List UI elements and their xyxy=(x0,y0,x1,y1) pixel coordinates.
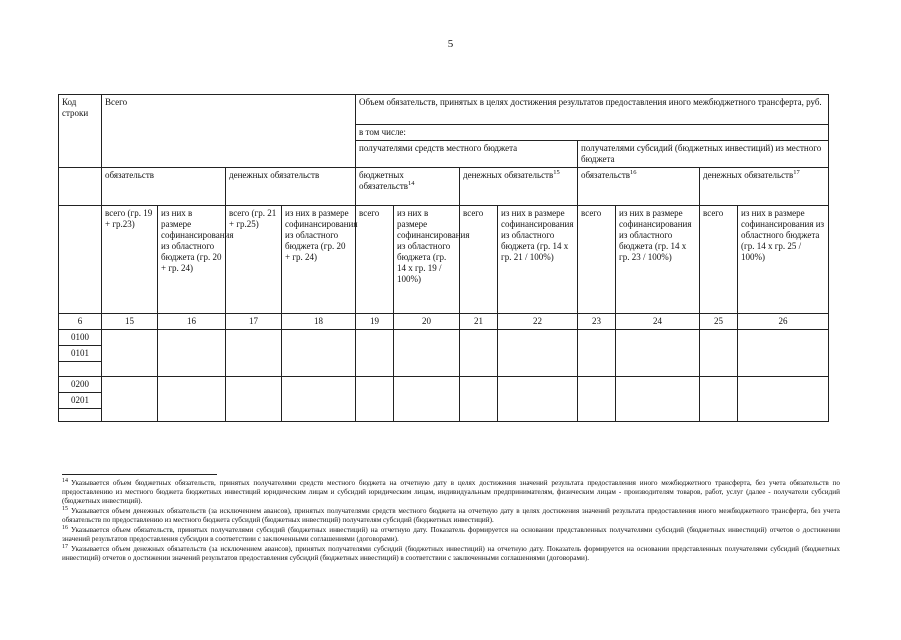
data-cell[interactable] xyxy=(226,376,282,421)
col-number: 24 xyxy=(616,313,700,329)
row-code: 0201 xyxy=(59,392,102,408)
data-cell[interactable] xyxy=(158,329,226,376)
subheader-col-20: из них в размере софинансирования из областного бюджета (гр. 14 х гр. 19 / 100%) xyxy=(394,205,460,313)
col-number: 19 xyxy=(356,313,394,329)
row-code xyxy=(59,361,102,376)
data-cell[interactable] xyxy=(282,329,356,376)
data-cell[interactable] xyxy=(356,376,394,421)
subheader-col-16: из них в размере софинансирования из областного бюджета (гр. 20 + гр. 24) xyxy=(158,205,226,313)
data-cell[interactable] xyxy=(700,376,738,421)
footnote-text: Указывается объем обязательств, принятых получателями субсидий (бюджетных инвестиций) на отчетную дату. Показатель формируется на основании представленных получателями субсидий (бюджетных инвестиций) отчетов о достижении значений результатов предоставления субсидии в соответствии с заключенными соглашениями (договорами). xyxy=(62,526,840,543)
data-cell[interactable] xyxy=(102,376,158,421)
data-cell[interactable] xyxy=(226,329,282,376)
obligations-table xyxy=(58,94,829,422)
data-cell[interactable] xyxy=(356,329,394,376)
row-code: 0101 xyxy=(59,345,102,361)
data-cell[interactable] xyxy=(616,329,700,376)
header-local-budget-recipients: получателями средств местного бюджета xyxy=(356,140,578,167)
footnote-mark: 16 xyxy=(62,524,68,531)
data-cell[interactable] xyxy=(282,376,356,421)
header-budget-obligations-label: бюджетных обязательств xyxy=(359,169,409,191)
footnote-15 xyxy=(62,507,840,525)
table-row xyxy=(59,329,829,345)
header-local-monetary-obligations xyxy=(460,167,578,205)
subheader-col-19: всего xyxy=(356,205,394,313)
header-including: в том числе: xyxy=(356,125,829,141)
col-number: 15 xyxy=(102,313,158,329)
header-subsidy-obligations xyxy=(578,167,700,205)
col-number: 25 xyxy=(700,313,738,329)
table-row xyxy=(59,376,829,392)
data-cell[interactable] xyxy=(578,329,616,376)
data-cell[interactable] xyxy=(738,329,829,376)
row-code: 0100 xyxy=(59,329,102,345)
footnote-mark: 15 xyxy=(62,505,68,512)
page-number: 5 xyxy=(447,38,454,50)
col-number: 17 xyxy=(226,313,282,329)
header-monetary-obligations: денежных обязательств xyxy=(226,167,356,205)
header-budget-obligations xyxy=(356,167,460,205)
col-number: 6 xyxy=(59,313,102,329)
column-numbers-row xyxy=(59,313,829,329)
header-subsidy-recipients: получателями субсидий (бюджетных инвестиций) из местного бюджета xyxy=(578,140,829,167)
footnote-text: Указывается объем денежных обязательств (за исключением авансов), принятых получателями средств местного бюджета на отчетную дату в целях достижения значений результата предоставления иного межбюджетного трансферта, без учета обязательств по предоставлению из местного бюджета субсидий (бюджетных инвестиций) получателям субсидий (бюджетных инвестиций). xyxy=(62,507,840,524)
subheader-col-24: из них в размере софинансирования из областного бюджета (гр. 14 х гр. 23 / 100%) xyxy=(616,205,700,313)
subheader-col-26: из них в размере софинансирования из областного бюджета (гр. 14 х гр. 25 / 100%) xyxy=(738,205,829,313)
footnote-ref-14: 14 xyxy=(408,179,415,187)
data-cell[interactable] xyxy=(616,376,700,421)
footnote-text: Указывается объем денежных обязательств (за исключением авансов), принятых получателями субсидий (бюджетных инвестиций) на отчетную дату. Показатель формируется на основании представленных получателями субсидий (бюджетных инвестиций) отчетов о достижении значений результатов предоставления субсидий (бюджетных инвестиций) в соответствии с заключенными соглашениями (договорами). xyxy=(62,545,840,562)
data-cell[interactable] xyxy=(394,329,460,376)
footnote-mark: 17 xyxy=(62,543,68,550)
col-number: 23 xyxy=(578,313,616,329)
col-number: 18 xyxy=(282,313,356,329)
footnote-ref-15: 15 xyxy=(553,168,560,176)
row-code xyxy=(59,408,102,421)
header-obligations: обязательств xyxy=(102,167,226,205)
col-number: 20 xyxy=(394,313,460,329)
header-subsidy-monetary-obligations-label: денежных обязательств xyxy=(703,169,794,180)
header-subsidy-obligations-label: обязательств xyxy=(581,169,631,180)
footnote-17 xyxy=(62,545,840,563)
footnote-mark: 14 xyxy=(62,477,68,484)
data-cell[interactable] xyxy=(498,329,578,376)
subheader-col-23: всего xyxy=(578,205,616,313)
col-number: 22 xyxy=(498,313,578,329)
footnote-ref-16: 16 xyxy=(630,168,637,176)
data-cell[interactable] xyxy=(102,329,158,376)
data-cell[interactable] xyxy=(578,376,616,421)
subheader-col-18: из них в размере софинансирования из областного бюджета (гр. 20 + гр. 24) xyxy=(282,205,356,313)
subheader-col-21: всего xyxy=(460,205,498,313)
footnote-text: Указывается объем бюджетных обязательств, принятых получателями средств местного бюджета на отчетную дату в целях достижения значений результата предоставления иного межбюджетного трансферта, без учета обязательств по предоставлению из местного бюджета бюджетных инвестиций юридическим лицам и субсидий юридическим лицам, индивидуальным предпринимателям, физическим лицам - производителям товаров, работ, услуг (далее - получатели субсидий (бюджетных инвестиций). xyxy=(62,479,840,505)
col-number: 16 xyxy=(158,313,226,329)
subheader-blank xyxy=(59,205,102,313)
col-number: 26 xyxy=(738,313,829,329)
row-code: 0200 xyxy=(59,376,102,392)
footnote-separator xyxy=(62,474,217,475)
data-cell[interactable] xyxy=(460,376,498,421)
subheader-col-22: из них в размере софинансирования из областного бюджета (гр. 14 х гр. 21 / 100%) xyxy=(498,205,578,313)
data-cell[interactable] xyxy=(738,376,829,421)
header-local-monetary-obligations-label: денежных обязательств xyxy=(463,169,554,180)
data-cell[interactable] xyxy=(498,376,578,421)
footnote-16 xyxy=(62,526,840,544)
data-cell[interactable] xyxy=(460,329,498,376)
data-cell[interactable] xyxy=(158,376,226,421)
header-obligations-volume: Объем обязательств, принятых в целях достижения результатов предоставления иного межбюджетного трансферта, руб. xyxy=(356,95,829,125)
data-cell[interactable] xyxy=(700,329,738,376)
header-blank xyxy=(59,167,102,205)
header-subsidy-monetary-obligations xyxy=(700,167,829,205)
header-row-code: Код строки xyxy=(59,95,102,168)
footnote-14 xyxy=(62,479,840,506)
col-number: 21 xyxy=(460,313,498,329)
footnote-ref-17: 17 xyxy=(793,168,800,176)
header-total: Всего xyxy=(102,95,356,168)
subheader-col-15: всего (гр. 19 + гр.23) xyxy=(102,205,158,313)
subheader-col-25: всего xyxy=(700,205,738,313)
subheader-col-17: всего (гр. 21 + гр.25) xyxy=(226,205,282,313)
data-cell[interactable] xyxy=(394,376,460,421)
footnotes xyxy=(62,474,840,564)
